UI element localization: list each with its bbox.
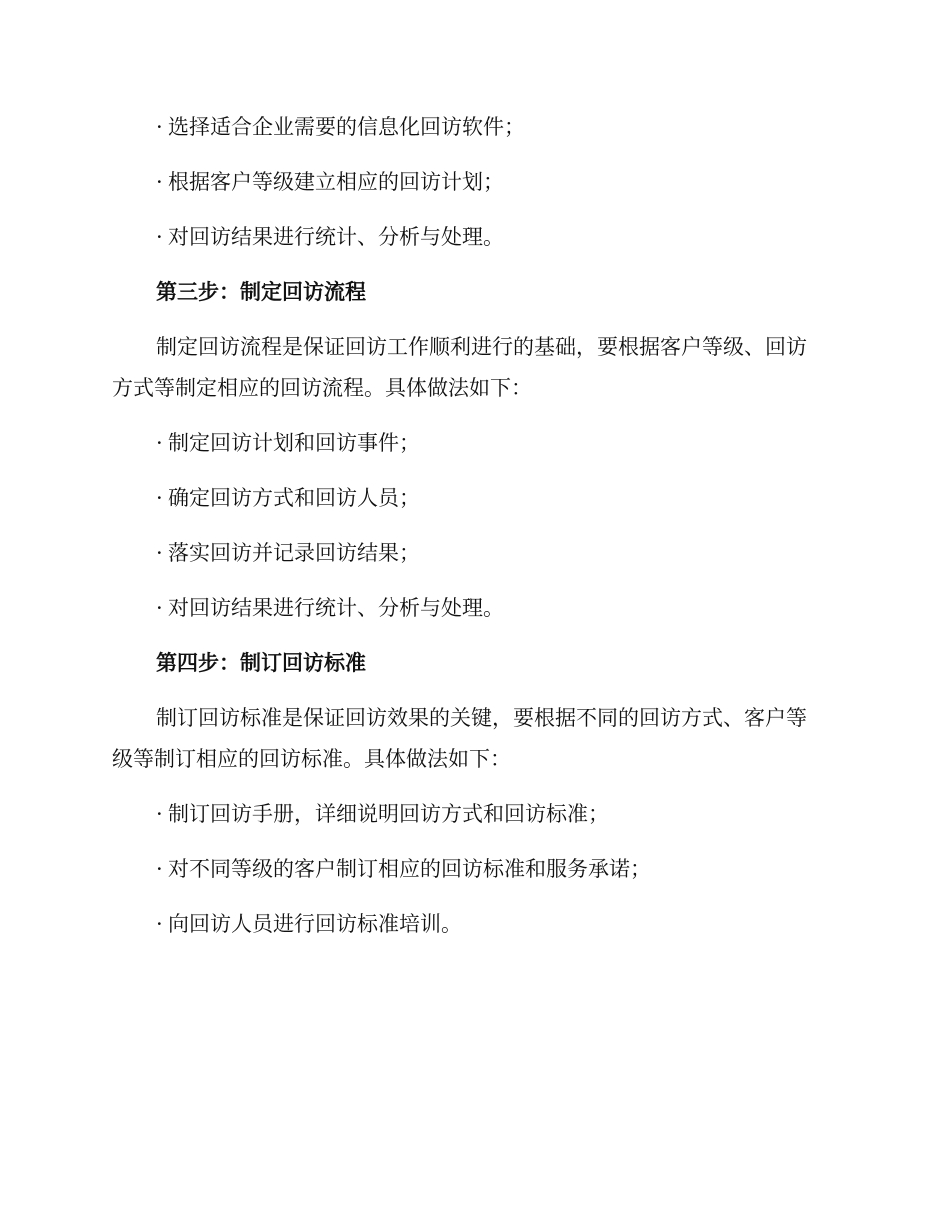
bullet-text: 根据客户等级建立相应的回访计划； (168, 170, 504, 194)
bullet-marker: · (156, 431, 163, 455)
bullet-item (156, 168, 504, 196)
bullet-text: 落实回访并记录回访结果； (168, 541, 420, 565)
bullet-marker: · (156, 115, 163, 139)
bullet-item (156, 113, 525, 141)
bullet-item (156, 429, 420, 457)
paragraph-line: 制订回访标准是保证回访效果的关键，要根据不同的回访方式、客户等 (156, 706, 807, 730)
bullet-marker: · (156, 912, 163, 936)
bullet-marker: · (156, 596, 163, 620)
paragraph-line: 级等制订相应的回访标准。具体做法如下： (112, 747, 511, 771)
bullet-text: 制订回访手册，详细说明回访方式和回访标准； (168, 802, 609, 826)
bullet-marker: · (156, 857, 163, 881)
bullet-item (156, 539, 420, 567)
bullet-marker: · (156, 802, 163, 826)
bullet-marker: · (156, 225, 163, 249)
section-heading-step-3: 第三步：制定回访流程 (156, 279, 366, 304)
bullet-text: 对回访结果进行统计、分析与处理。 (168, 596, 504, 620)
bullet-item (156, 484, 420, 512)
section-heading-step-4: 第四步：制订回访标准 (156, 650, 366, 675)
bullet-text: 制定回访计划和回访事件； (168, 431, 420, 455)
bullet-item (156, 223, 504, 251)
bullet-marker: · (156, 541, 163, 565)
bullet-item (156, 594, 504, 622)
bullet-item (156, 800, 609, 828)
bullet-text: 对回访结果进行统计、分析与处理。 (168, 225, 504, 249)
bullet-text: 确定回访方式和回访人员； (168, 486, 420, 510)
bullet-text: 对不同等级的客户制订相应的回访标准和服务承诺； (168, 857, 651, 881)
bullet-text: 向回访人员进行回访标准培训。 (168, 912, 462, 936)
paragraph-line: 方式等制定相应的回访流程。具体做法如下： (112, 376, 532, 400)
bullet-marker: · (156, 486, 163, 510)
bullet-item (156, 855, 651, 883)
paragraph-line: 制定回访流程是保证回访工作顺利进行的基础，要根据客户等级、回访 (156, 335, 807, 359)
bullet-marker: · (156, 170, 163, 194)
bullet-item (156, 910, 462, 938)
bullet-text: 选择适合企业需要的信息化回访软件； (168, 115, 525, 139)
